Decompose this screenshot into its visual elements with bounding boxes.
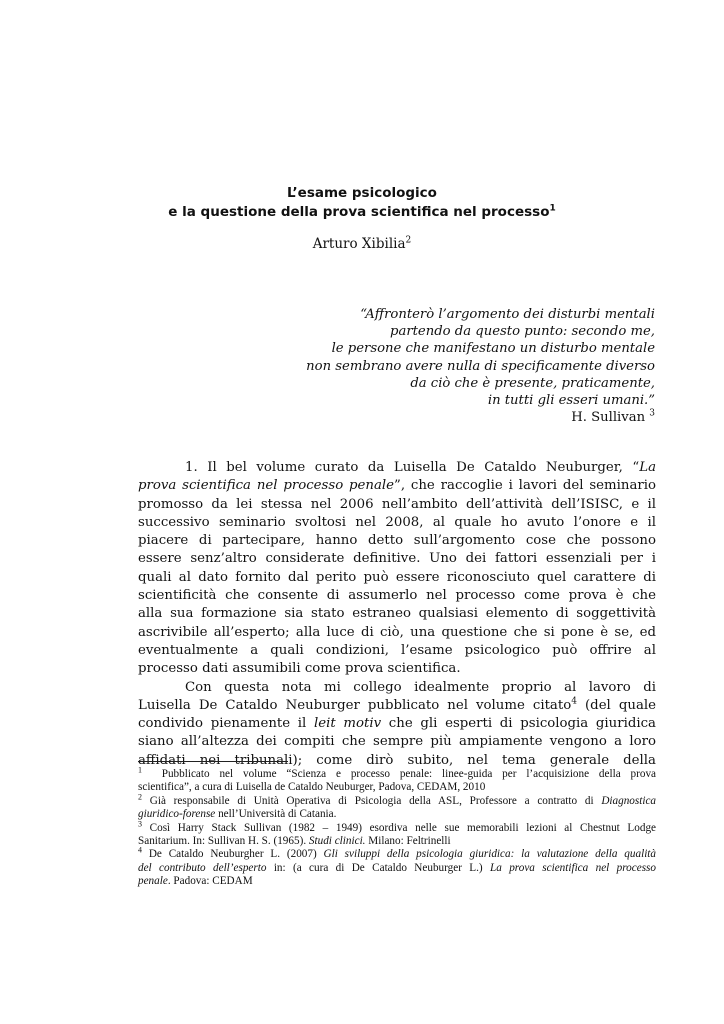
footnote-2 — [138, 792, 657, 822]
footnote-text: in: (a cura di De Cataldo Neuburger L.) — [266, 861, 491, 874]
body-italic-run: prova scientifica nel processo penale — [138, 478, 395, 494]
footnote-text: Milano: Feltrinelli — [365, 835, 451, 848]
body-text-run: che gli esperti di psicologia giuridica — [381, 716, 656, 732]
footnote-line — [138, 818, 657, 835]
author — [0, 236, 724, 252]
footnote-text: De Cataldo Neuburgher L. (2007) — [148, 848, 324, 861]
footnote-text: Già responsabile di Unità Operativa di Psicologia della ASL, Professore a contratto di — [149, 794, 602, 807]
footnote-text: . Padova: CEDAM — [167, 875, 253, 888]
footnote-line — [138, 862, 656, 875]
body-line: essere senz’altro considerate definitive. Uno dei fattori essenziali per i — [138, 551, 656, 567]
footnote-1 — [138, 765, 657, 795]
epigraph-source-name: H. Sullivan — [571, 410, 646, 426]
title-line-2 — [0, 204, 724, 220]
body-text-run: Luisella De Cataldo Neuburger pubblicato nel volume citato — [138, 697, 572, 713]
title-line-1 — [0, 185, 724, 201]
body-text-run: condivido pienamente il — [138, 716, 314, 732]
footnote-line: scientifica”, a cura di Luisella de Cataldo Neuburger, Padova, CEDAM, 2010 — [138, 781, 486, 794]
title-text-1: L’esame psicologico — [287, 185, 437, 201]
footnote-separator — [138, 761, 288, 762]
footnote-text: Sanitarium. In: Sullivan H. S. (1965). — [138, 835, 309, 848]
epigraph-line: le persone che manifestano un disturbo mentale — [331, 341, 655, 357]
footnote-ref-3[interactable]: 3 — [649, 408, 655, 419]
footnote-line — [138, 808, 656, 821]
paragraph-2 — [138, 679, 656, 770]
footnote-number: 2 — [138, 792, 142, 802]
body-line: piacere di partecipare, hanno detto sull’argomento cose che possono — [138, 533, 656, 549]
footnote-line — [138, 792, 657, 808]
footnote-line — [138, 875, 656, 888]
body-line: successivo seminario svoltosi nel 2008, al quale ho avuto l’onore e il — [138, 514, 656, 530]
body-line: alla sua formazione sia stato estraneo qualsiasi elemento di soggettività — [138, 606, 656, 622]
footnote-ref-2[interactable]: 2 — [405, 235, 412, 246]
footnote-3 — [138, 818, 657, 849]
footnote-text: Così Harry Stack Sullivan (1982 – 1949) esordiva nelle sue memorabili lezioni al Chestnut Lodge — [149, 821, 657, 834]
footnote-ref-4[interactable]: 4 — [571, 696, 577, 707]
body-line: Con questa nota mi collego idealmente proprio al lavoro di — [185, 679, 656, 695]
body-line: eventualmente a quali condizioni, l’esame psicologico può offrire al — [138, 642, 656, 658]
footnotes — [138, 765, 657, 889]
body-line: promosso da lei stessa nel 2006 nell’ambito dell’attività dell’ISISC, e il — [138, 496, 656, 512]
epigraph-line: da ciò che è presente, praticamente, — [410, 375, 655, 391]
body-line: ascrivibile all’esperto; alla luce di ciò, una questione che si pone è se, ed — [138, 624, 656, 640]
body-line: quali al dato fornito dal perito può essere riconosciuto quel carattere di — [138, 569, 656, 585]
footnote-text: nell’Università di Catania. — [215, 808, 337, 821]
body-line: siano all’altezza dei compiti che sempre più ampiamente vengono a loro — [138, 734, 656, 750]
body-text — [138, 459, 656, 770]
epigraph-line: “Affronterò l’argomento dei disturbi mentali — [360, 307, 655, 322]
footnote-4 — [138, 845, 657, 888]
footnote-italic: Studi clinici. — [308, 835, 366, 848]
footnote-number: 4 — [138, 845, 142, 855]
body-line — [138, 477, 656, 495]
body-text-run: ”, che raccoglie i lavori del seminario — [394, 478, 656, 494]
body-line — [138, 715, 656, 733]
footnote-text: Pubblicato nel volume “Scienza e processo penale: linee-guida per l’acquisizione della prova — [161, 768, 657, 780]
body-italic-run: leit motiv — [314, 716, 382, 732]
footnote-italic: Gli sviluppi della psicologia giuridica: la valutazione della qualità — [323, 848, 657, 861]
footnote-italic: giuridico-forense — [138, 808, 216, 821]
body-italic-run: La — [639, 460, 656, 475]
footnote-italic: penale — [138, 875, 168, 888]
footnote-line — [138, 835, 656, 848]
body-line: affidati nei tribunali); come dirò subito, nel tema generale della — [138, 752, 656, 768]
paragraph-1 — [138, 459, 656, 679]
epigraph-source — [235, 409, 655, 426]
footnote-italic: Diagnostica — [601, 794, 657, 807]
title-text-2: e la questione della prova scientifica nel processo — [168, 204, 550, 220]
body-text-run: 1. Il bel volume curato da Luisella De Cataldo Neuburger, “ — [185, 460, 640, 475]
author-name: Arturo Xibilia — [312, 236, 406, 252]
footnote-italic: La prova scientifica nel processo — [490, 861, 656, 874]
body-line: processo dati assumibili come prova scientifica. — [138, 661, 461, 677]
body-line — [138, 459, 656, 477]
epigraph — [235, 306, 655, 426]
body-line — [138, 697, 656, 715]
footnote-ref-1[interactable]: 1 — [549, 203, 556, 214]
footnote-number: 3 — [138, 818, 142, 828]
epigraph-line: non sembrano avere nulla di specificamente diverso — [306, 358, 655, 374]
body-text-run: (del quale — [576, 697, 656, 713]
footnote-line — [138, 845, 657, 861]
footnote-line — [138, 765, 657, 781]
epigraph-line: in tutti gli esseri umani.” — [487, 393, 655, 409]
body-line: scientificità che consente di assumerlo nel processo come prova è che — [138, 588, 656, 604]
epigraph-line: partendo da questo punto: secondo me, — [390, 324, 655, 340]
footnote-number: 1 — [138, 765, 142, 775]
footnote-italic: del contributo dell’esperto — [138, 861, 267, 874]
